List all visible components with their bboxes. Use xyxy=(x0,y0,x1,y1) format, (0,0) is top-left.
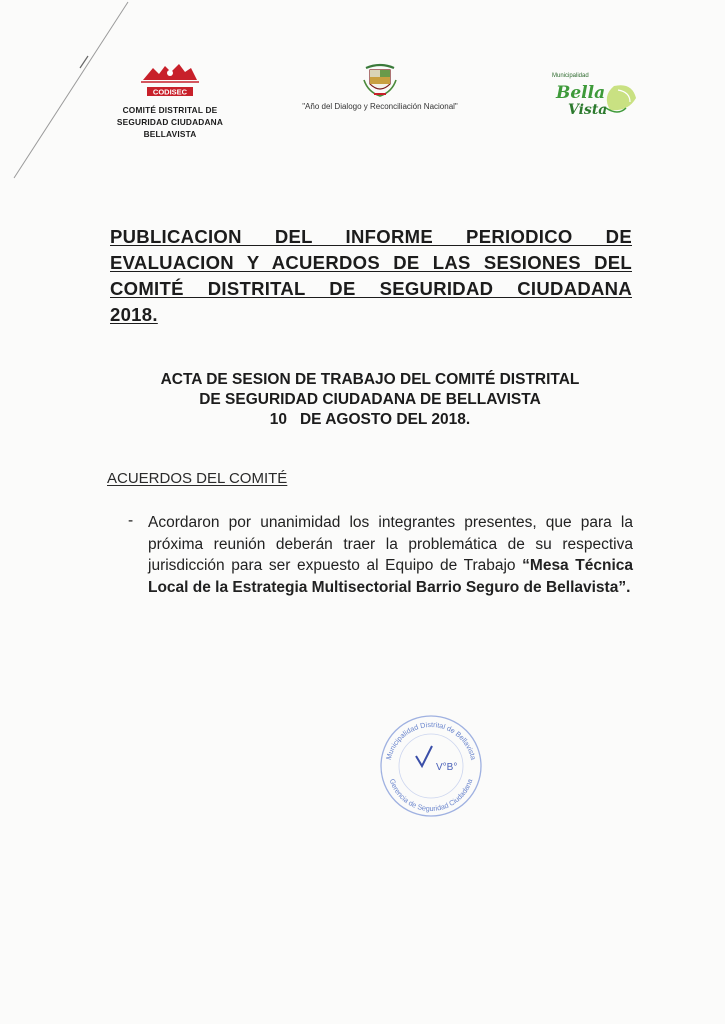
org-line-1: COMITÉ DISTRITAL DE xyxy=(122,105,218,115)
title-line-4: 2018. xyxy=(110,304,158,325)
national-header-block xyxy=(280,60,480,111)
agreement-text-plain: Acordaron por unanimidad los integrantes presentes, que para la próxima reunión deberán traer la problemática de su respectiva jurisdicción para ser expuesto al Equipo de Trabajo xyxy=(148,514,633,574)
stamp-check-mark xyxy=(416,746,432,766)
bellavista-logo-word1: Bella xyxy=(556,83,606,103)
agreement-list-item xyxy=(128,512,633,598)
org-line-2: SEGURIDAD CIUDADANA xyxy=(116,117,224,127)
codisec-logo-text: CODISEC xyxy=(152,87,188,97)
org-line-3: BELLAVISTA xyxy=(143,129,197,139)
agreement-text-bold: “Mesa Técnica Local de la Estrategia Multisectorial Barrio Seguro de Bellavista”. xyxy=(148,557,633,596)
title-line-1: PUBLICACION DEL INFORME PERIODICO DE xyxy=(110,226,632,247)
bellavista-logo-small-text: Municipalidad xyxy=(552,73,589,79)
stamp-bottom-text: Gerencia de Seguridad Ciudadana xyxy=(387,777,475,814)
section-label-acuerdos: ACUERDOS DEL COMITÉ xyxy=(107,470,288,487)
official-stamp xyxy=(372,706,490,824)
title-line-3: COMITÉ DISTRITAL DE SEGURIDAD CIUDADANA xyxy=(110,278,632,299)
national-shield-icon xyxy=(360,60,400,100)
title-line-2: EVALUACION Y ACUERDOS DE LAS SESIONES DEL xyxy=(110,252,632,273)
acta-line-3: 10 DE AGOSTO DEL 2018. xyxy=(269,411,471,428)
acta-heading xyxy=(100,370,640,430)
acta-line-2: DE SEGURIDAD CIUDADANA DE BELLAVISTA xyxy=(199,391,541,408)
codisec-logo xyxy=(135,58,205,100)
bellavista-logo xyxy=(548,68,640,124)
codisec-org-name xyxy=(95,104,245,140)
stamp-center-text: V°B° xyxy=(436,762,458,773)
year-motto: "Año del Dialogo y Reconciliación Nacional" xyxy=(302,102,458,111)
agreement-text xyxy=(148,512,633,598)
publication-title xyxy=(110,224,632,328)
list-dash: - xyxy=(128,512,134,529)
svg-text:Gerencia de Seguridad Ciudadan xyxy=(388,778,475,813)
svg-text:Municipalidad Distrital de Bel xyxy=(384,720,478,761)
bellavista-logo-word2: Vista xyxy=(568,102,608,118)
acta-line-1: ACTA DE SESION DE TRABAJO DEL COMITÉ DISTRITAL xyxy=(160,371,580,388)
stamp-top-text: Municipalidad Distrital de Bellavista xyxy=(383,719,479,761)
codisec-header-block xyxy=(95,58,245,140)
